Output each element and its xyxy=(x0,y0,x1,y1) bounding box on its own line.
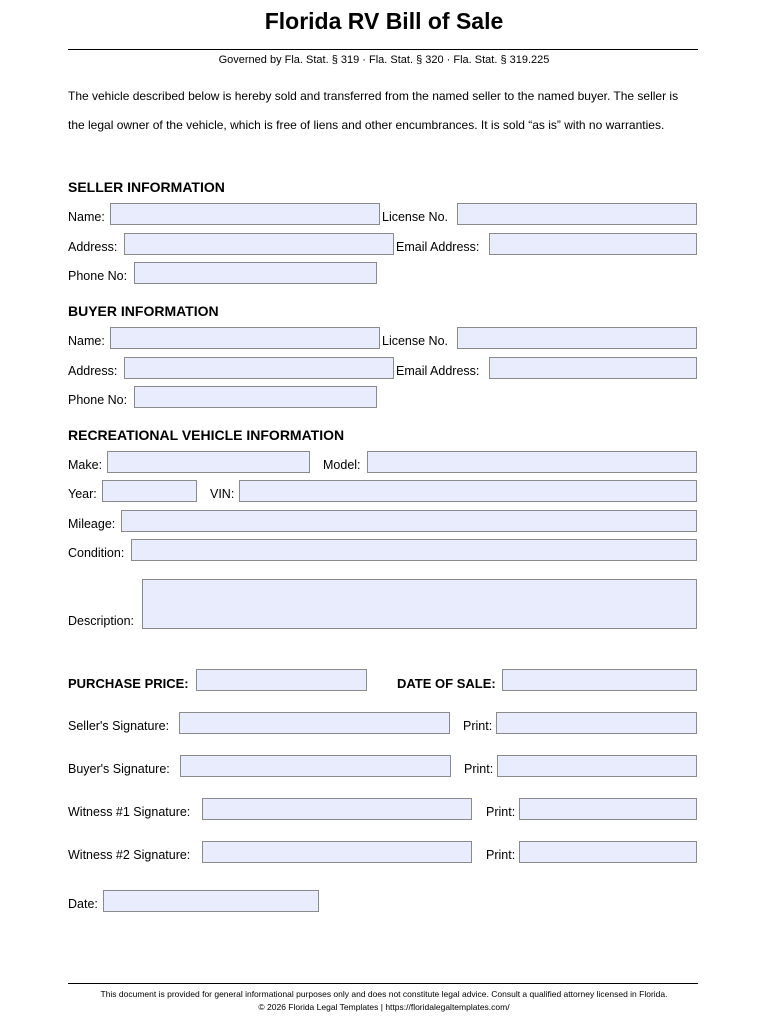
seller-name-label: Name: xyxy=(68,210,105,224)
seller-name-field[interactable] xyxy=(110,203,380,225)
buyer-section-heading: BUYER INFORMATION xyxy=(68,303,219,319)
year-field[interactable] xyxy=(102,480,197,502)
buyer-email-field[interactable] xyxy=(489,357,697,379)
footer-divider xyxy=(68,983,698,984)
buyer-print-label: Print: xyxy=(464,762,494,776)
vin-field[interactable] xyxy=(239,480,697,502)
condition-label: Condition: xyxy=(68,546,125,560)
witness2-print-label: Print: xyxy=(486,848,516,862)
witness1-signature-label: Witness #1 Signature: xyxy=(68,805,191,819)
mileage-field[interactable] xyxy=(121,510,697,532)
seller-address-label: Address: xyxy=(68,240,118,254)
witness1-print-field[interactable] xyxy=(519,798,697,820)
document-title: Florida RV Bill of Sale xyxy=(264,8,504,34)
date-field[interactable] xyxy=(103,890,319,912)
buyer-phone-field[interactable] xyxy=(134,386,377,408)
statute-reference: Governed by Fla. Stat. § 319 · Fla. Stat. § 320 · Fla. Stat. § 319.225 xyxy=(218,54,550,66)
buyer-license-label: License No. xyxy=(382,334,449,348)
witness1-signature-field[interactable] xyxy=(202,798,472,820)
witness1-print-label: Print: xyxy=(486,805,516,819)
year-label: Year: xyxy=(68,487,97,501)
date-of-sale-field[interactable] xyxy=(502,669,697,691)
make-label: Make: xyxy=(68,458,103,472)
buyer-address-field[interactable] xyxy=(124,357,394,379)
buyer-signature-label: Buyer's Signature: xyxy=(68,762,170,776)
seller-phone-field[interactable] xyxy=(134,262,377,284)
date-of-sale-label: DATE OF SALE: xyxy=(397,676,496,691)
witness2-signature-label: Witness #2 Signature: xyxy=(68,848,191,862)
footer-copyright: © 2026 Florida Legal Templates | https://floridalegaltemplates.com/ xyxy=(258,1002,510,1012)
seller-license-field[interactable] xyxy=(457,203,697,225)
footer-disclaimer: This document is provided for general informational purposes only and does not constitute legal advice. Consult a qualified attorney licensed in Florida. xyxy=(100,989,668,999)
title-divider xyxy=(68,49,698,50)
seller-print-field[interactable] xyxy=(496,712,697,734)
seller-license-label: License No. xyxy=(382,210,449,224)
intro-paragraph: The vehicle described below is hereby sold and transferred from the named seller to the named buyer. The seller is the legal owner of the vehicle, which is free of liens and other encumbrances. It is sold “as is” with no warranties. xyxy=(68,89,679,132)
buyer-address-label: Address: xyxy=(68,364,118,378)
buyer-name-label: Name: xyxy=(68,334,105,348)
seller-email-field[interactable] xyxy=(489,233,697,255)
witness2-signature-field[interactable] xyxy=(202,841,472,863)
buyer-license-field[interactable] xyxy=(457,327,697,349)
buyer-signature-field[interactable] xyxy=(180,755,451,777)
buyer-phone-label: Phone No: xyxy=(68,393,128,407)
condition-field[interactable] xyxy=(131,539,697,561)
model-label: Model: xyxy=(323,458,361,472)
make-field[interactable] xyxy=(107,451,310,473)
model-field[interactable] xyxy=(367,451,697,473)
description-label: Description: xyxy=(68,614,134,628)
seller-signature-label: Seller's Signature: xyxy=(68,719,170,733)
mileage-label: Mileage: xyxy=(68,517,116,531)
seller-section-heading: SELLER INFORMATION xyxy=(68,179,225,195)
date-label: Date: xyxy=(68,897,98,911)
seller-print-label: Print: xyxy=(463,719,493,733)
seller-email-label: Email Address: xyxy=(396,240,480,254)
seller-address-field[interactable] xyxy=(124,233,394,255)
vehicle-section-heading: RECREATIONAL VEHICLE INFORMATION xyxy=(68,427,345,443)
vin-label: VIN: xyxy=(210,487,235,501)
buyer-print-field[interactable] xyxy=(497,755,697,777)
buyer-email-label: Email Address: xyxy=(396,364,480,378)
seller-phone-label: Phone No: xyxy=(68,269,128,283)
witness2-print-field[interactable] xyxy=(519,841,697,863)
seller-signature-field[interactable] xyxy=(179,712,450,734)
purchase-price-field[interactable] xyxy=(196,669,367,691)
purchase-price-label: PURCHASE PRICE: xyxy=(68,676,189,691)
buyer-name-field[interactable] xyxy=(110,327,380,349)
description-field[interactable] xyxy=(142,579,697,629)
